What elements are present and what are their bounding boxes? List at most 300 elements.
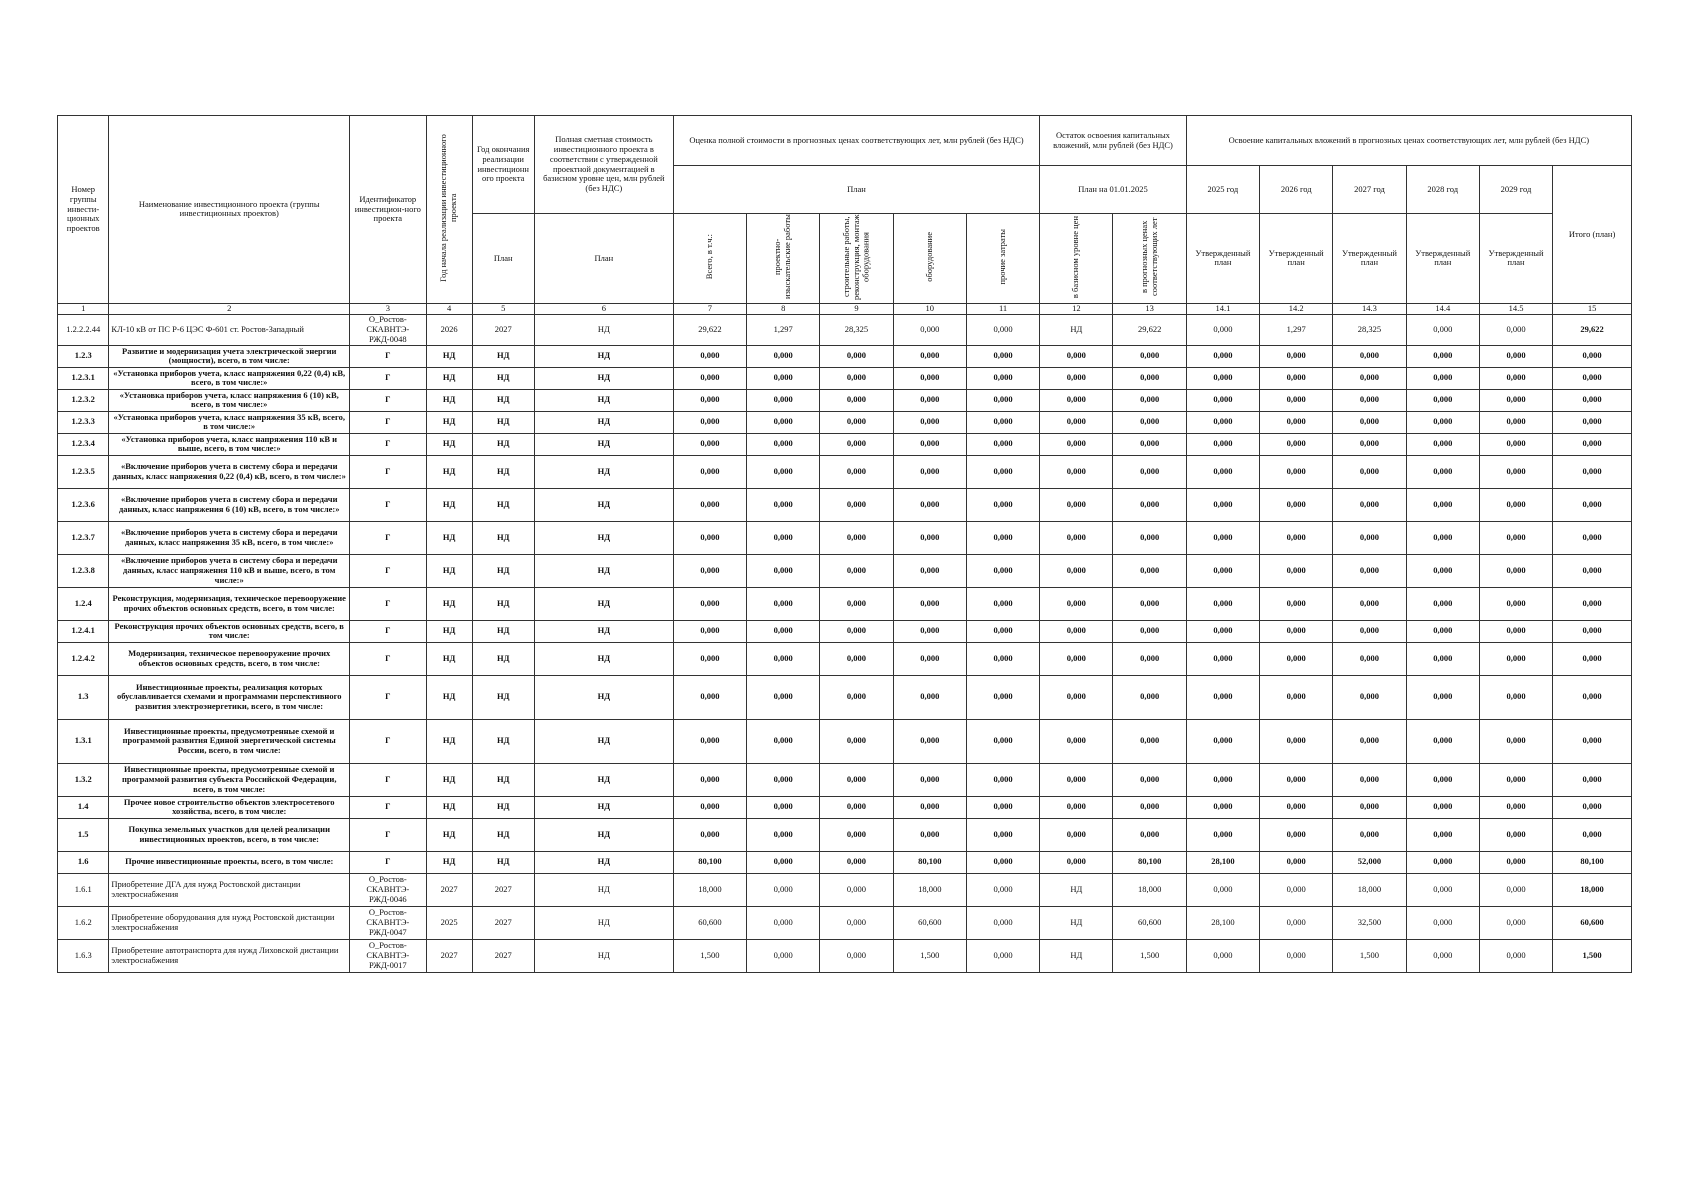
table-cell: Г — [350, 763, 427, 796]
table-row — [58, 675, 1632, 719]
col-header-estimate-plan: План — [534, 214, 673, 304]
cell-project-name: Реконструкция, модернизация, техническое перевооружение прочих объектов основных средств, всего, в том числе: — [109, 587, 350, 620]
table-cell: 0,000 — [1553, 620, 1632, 642]
table-cell: Г — [350, 521, 427, 554]
column-number: 14.2 — [1260, 303, 1333, 314]
table-cell: 0,000 — [673, 521, 746, 554]
table-cell: 1,297 — [747, 314, 820, 345]
table-cell: 0,000 — [966, 642, 1039, 675]
column-number: 4 — [426, 303, 472, 314]
table-cell: Г — [350, 719, 427, 763]
table-cell: 0,000 — [1479, 488, 1552, 521]
col-header-full-cost-forecast: Оценка полной стоимости в прогнозных ценах соответствующих лет, млн рублей (без НДС) — [673, 116, 1039, 166]
col-header-year-2026: 2026 год — [1260, 166, 1333, 214]
table-cell: 0,000 — [1333, 587, 1406, 620]
table-body — [58, 314, 1632, 972]
table-cell: 0,000 — [747, 389, 820, 411]
table-cell: 0,000 — [1406, 851, 1479, 873]
table-cell: 0,000 — [1186, 620, 1259, 642]
table-row — [58, 763, 1632, 796]
table-row — [58, 851, 1632, 873]
cell-project-name: «Включение приборов учета в систему сбора и передачи данных, класс напряжения 110 кВ и выше, всего, в том числе:» — [109, 554, 350, 587]
table-cell: 0,000 — [820, 620, 893, 642]
table-cell: 0,000 — [673, 411, 746, 433]
table-cell: Г — [350, 587, 427, 620]
table-cell: 0,000 — [747, 763, 820, 796]
table-row — [58, 873, 1632, 906]
table-cell: 0,000 — [1406, 587, 1479, 620]
table-cell: 18,000 — [673, 873, 746, 906]
table-cell: 0,000 — [1260, 521, 1333, 554]
table-cell: 0,000 — [1260, 488, 1333, 521]
table-cell: 0,000 — [1040, 620, 1113, 642]
cell-project-name: Развитие и модернизация учета электрической энергии (мощности), всего, в том числе: — [109, 345, 350, 367]
table-cell: 0,000 — [747, 433, 820, 455]
table-cell: 0,000 — [966, 367, 1039, 389]
table-cell: 0,000 — [673, 642, 746, 675]
table-cell: 0,000 — [1406, 455, 1479, 488]
table-cell: 0,000 — [1113, 620, 1186, 642]
table-row — [58, 433, 1632, 455]
cell-group-number: 1.3.1 — [58, 719, 109, 763]
table-cell: 0,000 — [1479, 851, 1552, 873]
table-cell: 29,622 — [673, 314, 746, 345]
table-cell: 0,000 — [966, 587, 1039, 620]
cell-project-name: Приобретение оборудования для нужд Ростовской дистанции электроснабжения — [109, 906, 350, 939]
table-cell: 28,325 — [820, 314, 893, 345]
table-cell: 0,000 — [747, 818, 820, 851]
table-cell: 80,100 — [893, 851, 966, 873]
table-cell: 0,000 — [1553, 389, 1632, 411]
table-row — [58, 367, 1632, 389]
table-cell: 0,000 — [1186, 587, 1259, 620]
table-cell: НД — [472, 818, 534, 851]
table-cell: 0,000 — [966, 873, 1039, 906]
col-header-group-number: Номер группы инвести-ционных проектов — [58, 116, 109, 304]
col-header-end-plan: План — [472, 214, 534, 304]
table-cell: 0,000 — [1040, 521, 1113, 554]
table-cell: 0,000 — [1113, 587, 1186, 620]
table-cell: 0,000 — [747, 554, 820, 587]
table-cell: НД — [472, 763, 534, 796]
table-cell: 0,000 — [1406, 818, 1479, 851]
table-cell: 0,000 — [1479, 719, 1552, 763]
cell-project-name: Приобретение ДГА для нужд Ростовской дистанции электроснабжения — [109, 873, 350, 906]
table-cell: 0,000 — [820, 642, 893, 675]
table-cell: 0,000 — [1479, 873, 1552, 906]
cell-project-name: «Установка приборов учета, класс напряжения 6 (10) кВ, всего, в том числе:» — [109, 389, 350, 411]
column-numbers-row — [58, 303, 1632, 314]
table-cell: 0,000 — [1113, 389, 1186, 411]
cell-project-name: «Установка приборов учета, класс напряжения 110 кВ и выше, всего, в том числе:» — [109, 433, 350, 455]
table-cell: НД — [534, 851, 673, 873]
table-cell: 0,000 — [820, 521, 893, 554]
table-cell: 0,000 — [1553, 367, 1632, 389]
table-cell: О_Ростов-СКАВНТЭ-РЖД-0047 — [350, 906, 427, 939]
table-cell: 0,000 — [1186, 873, 1259, 906]
table-cell: О_Ростов-СКАВНТЭ-РЖД-0017 — [350, 939, 427, 972]
table-cell: 0,000 — [1040, 587, 1113, 620]
table-cell: 0,000 — [1406, 554, 1479, 587]
table-cell: 0,000 — [893, 367, 966, 389]
table-row — [58, 906, 1632, 939]
table-cell: НД — [534, 521, 673, 554]
table-cell: 0,000 — [673, 763, 746, 796]
column-number: 7 — [673, 303, 746, 314]
table-cell: НД — [472, 389, 534, 411]
table-cell: Г — [350, 367, 427, 389]
table-row — [58, 796, 1632, 818]
table-cell: 1,297 — [1260, 314, 1333, 345]
col-header-total: Итого (план) — [1553, 166, 1632, 304]
table-cell: 0,000 — [1479, 763, 1552, 796]
table-cell: НД — [472, 851, 534, 873]
table-cell: 0,000 — [820, 389, 893, 411]
other-costs-label: прочие затраты — [997, 229, 1008, 285]
table-cell: 0,000 — [1260, 939, 1333, 972]
table-cell: НД — [426, 345, 472, 367]
table-cell: 2027 — [472, 906, 534, 939]
table-cell: НД — [472, 411, 534, 433]
table-row — [58, 389, 1632, 411]
table-cell: НД — [472, 620, 534, 642]
column-number: 1 — [58, 303, 109, 314]
column-number: 14.5 — [1479, 303, 1552, 314]
table-cell: 0,000 — [1333, 554, 1406, 587]
table-cell: 0,000 — [820, 818, 893, 851]
col-header-approved-2026: Утвержденный план — [1260, 214, 1333, 304]
table-cell: 0,000 — [1186, 642, 1259, 675]
table-cell: 0,000 — [1479, 939, 1552, 972]
table-cell: НД — [534, 455, 673, 488]
table-cell: 32,500 — [1333, 906, 1406, 939]
table-cell: 0,000 — [673, 455, 746, 488]
table-cell: 0,000 — [747, 851, 820, 873]
table-cell: 0,000 — [1406, 873, 1479, 906]
cell-project-name: «Включение приборов учета в систему сбора и передачи данных, класс напряжения 35 кВ, всего, в том числе:» — [109, 521, 350, 554]
table-cell: 0,000 — [747, 719, 820, 763]
column-number: 9 — [820, 303, 893, 314]
table-cell: НД — [472, 642, 534, 675]
table-cell: 0,000 — [1406, 345, 1479, 367]
table-cell: 0,000 — [673, 719, 746, 763]
table-cell: 0,000 — [1479, 642, 1552, 675]
table-cell: НД — [534, 389, 673, 411]
base-prices-label: в базисном уровне цен — [1070, 215, 1081, 299]
table-cell: 0,000 — [893, 587, 966, 620]
cell-group-number: 1.2.3.7 — [58, 521, 109, 554]
table-cell: 0,000 — [1406, 620, 1479, 642]
total-incl-label: Всего, в т.ч.: — [704, 234, 715, 280]
table-cell: 0,000 — [1113, 763, 1186, 796]
table-cell: 0,000 — [820, 587, 893, 620]
cell-group-number: 1.2.4.2 — [58, 642, 109, 675]
table-cell: 0,000 — [1040, 433, 1113, 455]
column-number: 5 — [472, 303, 534, 314]
table-cell: Г — [350, 411, 427, 433]
table-cell: 0,000 — [1479, 675, 1552, 719]
table-row — [58, 554, 1632, 587]
table-cell: 0,000 — [1113, 455, 1186, 488]
col-header-start-year — [426, 116, 472, 304]
table-cell: 0,000 — [673, 389, 746, 411]
table-cell: 0,000 — [1260, 906, 1333, 939]
table-cell: НД — [426, 796, 472, 818]
table-cell: 0,000 — [820, 873, 893, 906]
table-cell: НД — [1040, 906, 1113, 939]
cell-group-number: 1.2.2.2.44 — [58, 314, 109, 345]
table-cell: 0,000 — [1260, 367, 1333, 389]
table-cell: 0,000 — [1333, 675, 1406, 719]
table-cell: 0,000 — [1040, 367, 1113, 389]
table-cell: 0,000 — [1553, 554, 1632, 587]
table-cell: 0,000 — [1040, 763, 1113, 796]
table-cell: НД — [534, 719, 673, 763]
col-header-approved-2025: Утвержденный план — [1186, 214, 1259, 304]
table-cell: 2027 — [472, 939, 534, 972]
cell-group-number: 1.6.2 — [58, 906, 109, 939]
table-row — [58, 488, 1632, 521]
table-cell: НД — [426, 763, 472, 796]
table-cell: 0,000 — [820, 851, 893, 873]
col-header-year-2025: 2025 год — [1186, 166, 1259, 214]
table-cell: 60,600 — [1113, 906, 1186, 939]
col-header-base-prices — [1040, 214, 1113, 304]
table-row — [58, 818, 1632, 851]
cell-group-number: 1.6.1 — [58, 873, 109, 906]
table-cell: 0,000 — [820, 763, 893, 796]
table-cell: 0,000 — [1553, 411, 1632, 433]
table-cell: 2027 — [426, 939, 472, 972]
column-number: 14.4 — [1406, 303, 1479, 314]
table-cell: 0,000 — [1406, 521, 1479, 554]
table-cell: 0,000 — [747, 939, 820, 972]
table-cell: 0,000 — [820, 554, 893, 587]
table-cell: 0,000 — [966, 455, 1039, 488]
table-cell: 0,000 — [1113, 642, 1186, 675]
column-number: 13 — [1113, 303, 1186, 314]
table-cell: Г — [350, 488, 427, 521]
table-cell: НД — [534, 367, 673, 389]
table-cell: 0,000 — [1333, 488, 1406, 521]
cell-group-number: 1.2.3 — [58, 345, 109, 367]
table-row — [58, 642, 1632, 675]
table-cell: 0,000 — [1406, 411, 1479, 433]
table-cell: 0,000 — [1186, 314, 1259, 345]
table-cell: 0,000 — [1406, 389, 1479, 411]
equipment-label: оборудование — [923, 232, 934, 282]
table-cell: Г — [350, 642, 427, 675]
table-cell: 0,000 — [1406, 763, 1479, 796]
table-cell: 0,000 — [1333, 433, 1406, 455]
table-cell: 0,000 — [1260, 642, 1333, 675]
cell-project-name: «Включение приборов учета в систему сбора и передачи данных, класс напряжения 0,22 (0,4) кВ, всего, в том числе:» — [109, 455, 350, 488]
cell-project-name: Прочее новое строительство объектов электросетевого хозяйства, всего, в том числе: — [109, 796, 350, 818]
table-cell: 28,325 — [1333, 314, 1406, 345]
table-row — [58, 314, 1632, 345]
table-cell: 0,000 — [1333, 719, 1406, 763]
construction-label: строительные работы, реконструкция, монтаж оборудования — [840, 214, 871, 300]
table-cell: 28,100 — [1186, 906, 1259, 939]
table-cell: 0,000 — [673, 554, 746, 587]
table-cell: 0,000 — [893, 796, 966, 818]
table-cell: 0,000 — [1553, 796, 1632, 818]
table-cell: 0,000 — [1040, 488, 1113, 521]
table-cell: 0,000 — [673, 587, 746, 620]
table-cell: Г — [350, 345, 427, 367]
cell-group-number: 1.2.3.2 — [58, 389, 109, 411]
table-cell: 0,000 — [1186, 763, 1259, 796]
table-cell: 0,000 — [1260, 411, 1333, 433]
table-cell: НД — [426, 675, 472, 719]
table-cell: НД — [472, 554, 534, 587]
table-cell: 1,500 — [1333, 939, 1406, 972]
table-cell: 0,000 — [1113, 675, 1186, 719]
table-cell: 0,000 — [1040, 719, 1113, 763]
table-cell: 0,000 — [1260, 620, 1333, 642]
table-cell: 0,000 — [1333, 796, 1406, 818]
table-cell: 0,000 — [747, 620, 820, 642]
col-header-full-estimate: Полная сметная стоимость инвестиционного проекта в соответствии с утвержденной проектной документацией в базисном уровне цен, млн рублей (без НДС) — [534, 116, 673, 214]
table-cell: 0,000 — [1040, 389, 1113, 411]
cell-project-name: КЛ-10 кВ от ПС Р-6 ЦЭС Ф-601 ст. Ростов-Западный — [109, 314, 350, 345]
table-cell: 0,000 — [1040, 455, 1113, 488]
table-cell: 0,000 — [1479, 455, 1552, 488]
table-cell: 0,000 — [1406, 488, 1479, 521]
column-number: 12 — [1040, 303, 1113, 314]
table-cell: 0,000 — [1479, 554, 1552, 587]
table-cell: 0,000 — [966, 906, 1039, 939]
table-cell: 0,000 — [820, 455, 893, 488]
table-cell: 0,000 — [1479, 796, 1552, 818]
table-cell: НД — [426, 818, 472, 851]
table-cell: 0,000 — [1553, 345, 1632, 367]
table-cell: 0,000 — [1113, 488, 1186, 521]
table-cell: НД — [426, 851, 472, 873]
cell-project-name: «Установка приборов учета, класс напряжения 0,22 (0,4) кВ, всего, в том числе:» — [109, 367, 350, 389]
forecast-prices-label: в прогнозных ценах соответствующих лет — [1138, 217, 1159, 297]
col-header-total-incl — [673, 214, 746, 304]
cell-group-number: 1.2.3.5 — [58, 455, 109, 488]
cell-group-number: 1.2.3.4 — [58, 433, 109, 455]
table-cell: НД — [534, 796, 673, 818]
table-cell: НД — [426, 554, 472, 587]
table-cell: 0,000 — [1333, 521, 1406, 554]
cell-group-number: 1.6.3 — [58, 939, 109, 972]
table-cell: 0,000 — [1479, 818, 1552, 851]
table-cell: 0,000 — [1113, 521, 1186, 554]
table-cell: 0,000 — [966, 345, 1039, 367]
table-cell: НД — [472, 587, 534, 620]
table-cell: 0,000 — [820, 906, 893, 939]
col-header-approved-2027: Утвержденный план — [1333, 214, 1406, 304]
table-cell: 0,000 — [1553, 763, 1632, 796]
table-cell: 0,000 — [893, 675, 966, 719]
table-cell: 0,000 — [1113, 411, 1186, 433]
table-cell: 0,000 — [747, 906, 820, 939]
table-cell: 0,000 — [893, 455, 966, 488]
table-cell: 0,000 — [673, 488, 746, 521]
table-cell: 0,000 — [1113, 433, 1186, 455]
table-cell: 18,000 — [1553, 873, 1632, 906]
table-cell: НД — [472, 719, 534, 763]
table-cell: 0,000 — [1040, 796, 1113, 818]
table-cell: НД — [426, 620, 472, 642]
column-number: 14.3 — [1333, 303, 1406, 314]
table-cell: 0,000 — [966, 554, 1039, 587]
table-cell: 0,000 — [893, 314, 966, 345]
table-cell: 0,000 — [893, 620, 966, 642]
table-cell: 80,100 — [673, 851, 746, 873]
col-header-approved-2028: Утвержденный план — [1406, 214, 1479, 304]
table-cell: 0,000 — [1406, 719, 1479, 763]
col-header-approved-2029: Утвержденный план — [1479, 214, 1552, 304]
table-row — [58, 939, 1632, 972]
table-cell: 0,000 — [1040, 675, 1113, 719]
table-cell: Г — [350, 851, 427, 873]
table-cell: 60,600 — [893, 906, 966, 939]
table-cell: НД — [534, 587, 673, 620]
table-cell: НД — [472, 455, 534, 488]
cell-project-name: Модернизация, техническое перевооружение прочих объектов основных средств, всего, в том числе: — [109, 642, 350, 675]
table-cell: 0,000 — [1260, 873, 1333, 906]
col-header-year-2028: 2028 год — [1406, 166, 1479, 214]
table-cell: 0,000 — [673, 796, 746, 818]
table-cell: 2025 — [426, 906, 472, 939]
column-number: 11 — [966, 303, 1039, 314]
cell-group-number: 1.6 — [58, 851, 109, 873]
table-cell: 0,000 — [747, 587, 820, 620]
table-cell: НД — [426, 411, 472, 433]
cell-group-number: 1.2.3.6 — [58, 488, 109, 521]
table-cell: 0,000 — [1040, 818, 1113, 851]
cell-group-number: 1.2.3.1 — [58, 367, 109, 389]
table-cell: 0,000 — [1260, 675, 1333, 719]
table-cell: Г — [350, 433, 427, 455]
table-cell: 0,000 — [1040, 345, 1113, 367]
table-cell: НД — [426, 521, 472, 554]
table-cell: 0,000 — [1113, 554, 1186, 587]
cell-project-name: Инвестиционные проекты, предусмотренные схемой и программой развития субъекта Российской Федерации, всего, в том числе: — [109, 763, 350, 796]
cell-group-number: 1.2.4.1 — [58, 620, 109, 642]
table-cell: 60,600 — [673, 906, 746, 939]
table-row — [58, 587, 1632, 620]
table-cell: НД — [426, 587, 472, 620]
table-cell: НД — [1040, 873, 1113, 906]
table-cell: 0,000 — [1553, 642, 1632, 675]
table-cell: О_Ростов-СКАВНТЭ-РЖД-0046 — [350, 873, 427, 906]
table-cell: 2027 — [426, 873, 472, 906]
table-cell: 0,000 — [1479, 314, 1552, 345]
table-cell: 0,000 — [1186, 455, 1259, 488]
table-cell: О_Ростов-СКАВНТЭ-РЖД-0048 — [350, 314, 427, 345]
table-cell: НД — [426, 455, 472, 488]
table-cell: 52,000 — [1333, 851, 1406, 873]
table-cell: 0,000 — [1113, 345, 1186, 367]
cell-group-number: 1.2.4 — [58, 587, 109, 620]
table-cell: 60,600 — [1553, 906, 1632, 939]
table-cell: 0,000 — [893, 763, 966, 796]
table-cell: 0,000 — [966, 719, 1039, 763]
table-row — [58, 620, 1632, 642]
table-cell: 0,000 — [1186, 345, 1259, 367]
table-header — [58, 116, 1632, 315]
table-cell: 18,000 — [893, 873, 966, 906]
col-header-forecast-prices — [1113, 214, 1186, 304]
table-cell: 0,000 — [1479, 389, 1552, 411]
cell-group-number: 1.5 — [58, 818, 109, 851]
table-cell: 1,500 — [1113, 939, 1186, 972]
